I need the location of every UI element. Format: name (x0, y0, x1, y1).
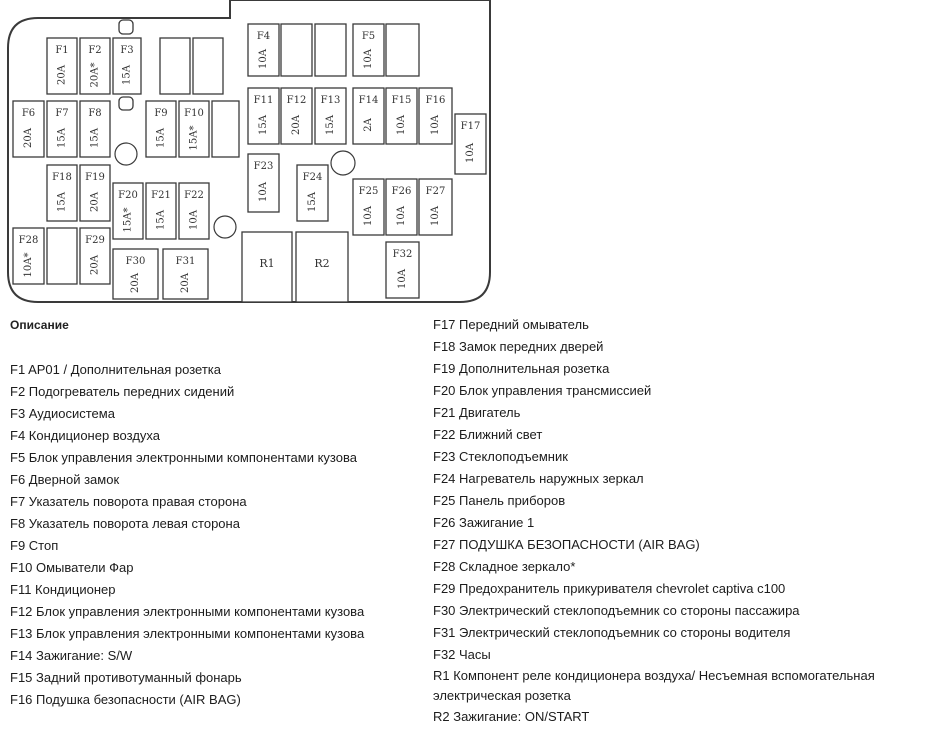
description-title: Описание (10, 318, 69, 332)
fuse-f16 (419, 88, 452, 144)
description-item: F28 Складное зеркало* (433, 559, 576, 574)
fuse-label: F7 (55, 108, 69, 119)
fuse-label: F29 (85, 235, 105, 246)
description-item: F7 Указатель поворота правая сторона (10, 494, 247, 509)
fuse-label: F14 (358, 95, 379, 106)
fuse-label: F15 (391, 95, 412, 106)
description-item: F18 Замок передних дверей (433, 339, 604, 354)
fuse-f22 (179, 183, 209, 239)
description-item: F8 Указатель поворота левая сторона (10, 516, 240, 531)
fuse-amperage: 15A (307, 192, 318, 212)
fuse-amperage: 10A* (23, 252, 34, 278)
fuse-amperage: 10A (363, 206, 374, 226)
fuse-label: F16 (425, 95, 446, 106)
description-item: F22 Ближний свет (433, 427, 543, 442)
fuse-f1 (47, 38, 77, 94)
description-item: электрическая розетка (433, 688, 571, 703)
fuse-label: F19 (85, 172, 105, 183)
fuse-box-diagram (0, 0, 500, 312)
fuse-f15 (386, 88, 417, 144)
fuse-amperage: 20A (89, 255, 101, 275)
fuse-amperage: 2A (363, 118, 374, 132)
fuse-label: F1 (55, 45, 69, 56)
description-item: F25 Панель приборов (433, 493, 566, 508)
fuse-label: F9 (154, 108, 168, 119)
description-item: F6 Дверной замок (10, 472, 120, 487)
description-item: F19 Дополнительная розетка (433, 361, 610, 376)
fuse-amperage: 15A (56, 128, 68, 148)
mounting-hole (214, 216, 236, 238)
fuse-label: F8 (88, 108, 102, 119)
fuse-amperage: 10A (363, 49, 374, 69)
description-item: F21 Двигатель (433, 405, 521, 420)
relay-label: R1 (259, 257, 275, 270)
description-item: F5 Блок управления электронными компонентами кузова (10, 450, 357, 465)
fuse-amperage: 10A (188, 210, 200, 230)
fuse-f3 (113, 38, 141, 94)
connector-tab-top (119, 20, 133, 34)
fuse-amperage: 15A (325, 115, 336, 135)
fuse-f28 (13, 228, 44, 284)
description-item: F11 Кондиционер (10, 582, 116, 597)
fuse-f23 (248, 154, 279, 212)
fuse-label: F27 (425, 186, 446, 197)
description-item: F26 Зажигание 1 (433, 515, 535, 530)
fuse-label: F11 (253, 95, 274, 106)
fuse-label: F10 (184, 108, 204, 119)
description-item: F4 Кондиционер воздуха (10, 428, 160, 443)
fuse-label: F18 (52, 172, 72, 183)
empty-fuse-slot (315, 24, 346, 76)
fuse-f32 (386, 242, 419, 298)
fuse-f5 (353, 24, 384, 76)
fuse-amperage: 10A (430, 115, 441, 135)
fuse-label: F3 (120, 45, 134, 56)
description-item: F13 Блок управления электронными компонентами кузова (10, 626, 365, 641)
fuse-f25 (353, 179, 384, 235)
fuse-f31 (163, 249, 208, 299)
fuse-f10 (179, 101, 209, 157)
description-item: F17 Передний омыватель (433, 317, 589, 332)
fuse-label: F13 (320, 95, 341, 106)
fuse-amperage: 10A (396, 115, 407, 135)
fuse-label: F30 (125, 256, 146, 267)
description-item: F16 Подушка безопасности (AIR BAG) (10, 692, 241, 707)
description-item: F30 Электрический стеклоподъемник со стороны пассажира (433, 603, 800, 618)
fuse-f7 (47, 101, 77, 157)
fuse-f21 (146, 183, 176, 239)
fuse-label: F21 (151, 190, 171, 201)
description-item: F10 Омыватели Фар (10, 560, 134, 575)
fuse-f14 (353, 88, 384, 144)
fuse-amperage: 20A (89, 192, 101, 212)
fuse-f9 (146, 101, 176, 157)
fuse-f13 (315, 88, 346, 144)
mounting-hole (115, 143, 137, 165)
relay-label: R2 (314, 257, 330, 270)
fuse-f20 (113, 183, 143, 239)
empty-fuse-slot (160, 38, 190, 94)
description-item: F12 Блок управления электронными компонентами кузова (10, 604, 365, 619)
fuse-label: F23 (253, 161, 274, 172)
fuse-amperage: 20A (291, 115, 302, 135)
fuse-amperage: 15A* (188, 125, 200, 151)
fuse-amperage: 15A* (122, 207, 134, 233)
fuse-f24 (297, 165, 328, 221)
fuse-amperage: 15A (155, 128, 167, 148)
fuse-amperage: 15A (121, 65, 133, 85)
description-item: F24 Нагреватель наружных зеркал (433, 471, 644, 486)
description-item: R2 Зажигание: ON/START (433, 709, 590, 724)
fuse-f8 (80, 101, 110, 157)
description-item: F14 Зажигание: S/W (10, 648, 133, 663)
fuse-amperage: 10A (258, 182, 269, 202)
fuse-amperage: 10A (465, 143, 476, 163)
fuse-label: F20 (118, 190, 138, 201)
empty-fuse-slot (193, 38, 223, 94)
fuse-amperage: 10A (397, 269, 408, 289)
description-item: F9 Стоп (10, 538, 59, 553)
fuse-label: F24 (302, 172, 323, 183)
fuse-f2 (80, 38, 110, 94)
fuse-amperage: 20A* (89, 62, 101, 88)
fuse-amperage: 20A (56, 65, 68, 85)
fuse-amperage: 20A (130, 273, 141, 293)
fuse-f18 (47, 165, 77, 221)
fuse-amperage: 20A (23, 128, 34, 148)
fuse-f19 (80, 165, 110, 221)
fuse-f30 (113, 249, 158, 299)
fuse-amperage: 15A (56, 192, 68, 212)
description-item: F2 Подогреватель передних сидений (10, 384, 235, 399)
fuse-label: F26 (391, 186, 412, 197)
fuse-label: F22 (184, 190, 204, 201)
empty-fuse-slot (386, 24, 419, 76)
description-item: F31 Электрический стеклоподъемник со стороны водителя (433, 625, 791, 640)
fuse-amperage: 10A (396, 206, 407, 226)
fuse-label: F28 (18, 235, 39, 246)
fuse-label: F17 (460, 121, 481, 132)
description-item: F15 Задний противотуманный фонарь (10, 670, 242, 685)
fuse-f27 (419, 179, 452, 235)
mounting-hole (331, 151, 355, 175)
fuse-label: F4 (256, 31, 271, 42)
description-item: R1 Компонент реле кондиционера воздуха/ Несъемная вспомогательная (433, 668, 875, 683)
fuse-label: F6 (21, 108, 36, 119)
description-item: F20 Блок управления трансмиссией (433, 383, 652, 398)
relay-r2 (296, 232, 348, 302)
description-item: F27 ПОДУШКА БЕЗОПАСНОСТИ (AIR BAG) (433, 537, 700, 552)
fuse-amperage: 15A (258, 115, 269, 135)
fuse-label: F25 (358, 186, 379, 197)
description-item: F1 AP01 / Дополнительная розетка (10, 362, 222, 377)
description-list-left (10, 359, 364, 711)
fuse-f6 (13, 101, 44, 157)
fuse-label: F32 (392, 249, 413, 260)
fuse-amperage: 20A (180, 273, 191, 293)
empty-fuse-slot (47, 228, 77, 284)
description-item: F23 Стеклоподъемник (433, 449, 568, 464)
fuse-f26 (386, 179, 417, 235)
fuse-amperage: 10A (258, 49, 269, 69)
fuse-amperage: 15A (89, 128, 101, 148)
empty-fuse-slot (212, 101, 239, 157)
description-item: F3 Аудиосистема (10, 406, 115, 421)
fuse-f4 (248, 24, 279, 76)
description-item: F29 Предохранитель прикуривателя chevrolet captiva c100 (433, 581, 786, 596)
description-item: F32 Часы (433, 647, 491, 662)
fuse-label: F31 (175, 256, 196, 267)
empty-fuse-slot (281, 24, 312, 76)
fuse-amperage: 15A (155, 210, 167, 230)
fuse-label: F2 (88, 45, 102, 56)
fuse-f12 (281, 88, 312, 144)
fuse-f29 (80, 228, 110, 284)
fuse-f17 (455, 114, 486, 174)
fuse-amperage: 10A (430, 206, 441, 226)
relay-r1 (242, 232, 292, 302)
fuse-label: F5 (361, 31, 376, 42)
fuse-label: F12 (286, 95, 307, 106)
description-list-right (433, 314, 875, 728)
connector-tab-bottom (119, 97, 133, 110)
fuse-f11 (248, 88, 279, 144)
